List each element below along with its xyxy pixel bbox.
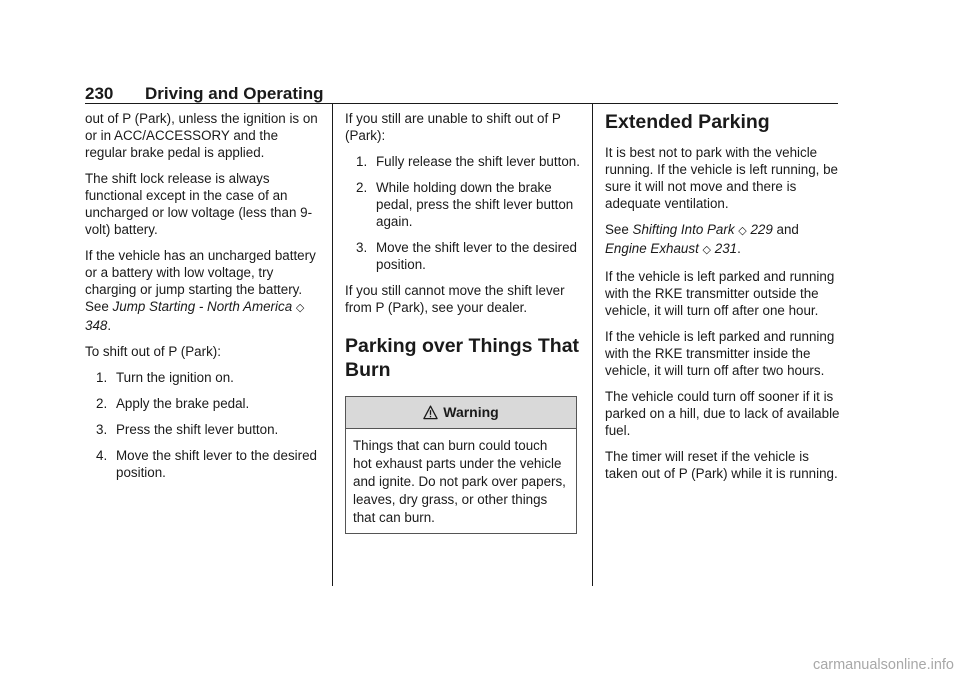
paragraph: It is best not to park with the vehicle running. If the vehicle is left running, be sure it will not move and there is adequate ventilation. bbox=[605, 145, 838, 211]
step-text: Move the shift lever to the desired position. bbox=[116, 448, 317, 480]
column-1 bbox=[85, 110, 323, 490]
list-item bbox=[345, 179, 580, 230]
paragraph: The shift lock release is always functional except in the case of an uncharged or low voltage (less than 9-volt) battery. bbox=[85, 171, 313, 237]
paragraph: out of P (Park), unless the ignition is on or in ACC/ACCESSORY and the regular brake pedal is applied. bbox=[85, 111, 318, 160]
page-number: 230 bbox=[85, 84, 114, 103]
paragraph: If the vehicle is left parked and running with the RKE transmitter outside the vehicle, it will turn off after one hour. bbox=[605, 269, 835, 318]
text: and bbox=[772, 222, 799, 237]
page-ref-arrow-icon: ◇ bbox=[295, 302, 305, 314]
paragraph: If you still cannot move the shift lever from P (Park), see your dealer. bbox=[345, 283, 565, 315]
text: . bbox=[737, 241, 741, 256]
text: If the vehicle has an uncharged battery or a battery with low voltage, try charging or jump starting the battery. See bbox=[85, 248, 316, 314]
section-heading: Extended Parking bbox=[605, 111, 770, 133]
list-item bbox=[85, 395, 323, 412]
step-text: Move the shift lever to the desired position. bbox=[376, 240, 577, 272]
xref-link-jump-starting[interactable] bbox=[85, 299, 304, 333]
step-number: 4. bbox=[96, 448, 108, 463]
text: See bbox=[605, 222, 633, 237]
section-title: Driving and Operating bbox=[145, 84, 324, 103]
warning-box bbox=[345, 396, 577, 534]
list-item bbox=[85, 369, 323, 386]
section-heading: Parking over Things That Burn bbox=[345, 335, 580, 381]
paragraph: If the vehicle is left parked and running with the RKE transmitter inside the vehicle, it will turn off after two hours. bbox=[605, 329, 835, 378]
xref-page[interactable]: 348 bbox=[85, 318, 108, 333]
page-header bbox=[85, 84, 838, 104]
paragraph bbox=[605, 221, 840, 259]
step-text: Turn the ignition on. bbox=[116, 370, 234, 385]
header-rule bbox=[85, 103, 838, 104]
xref-page[interactable]: 231 bbox=[714, 241, 738, 256]
xref-title[interactable]: Shifting Into Park bbox=[632, 222, 735, 237]
text: . bbox=[107, 318, 112, 333]
paragraph: To shift out of P (Park): bbox=[85, 344, 221, 359]
list-item bbox=[345, 239, 580, 273]
column-divider-2 bbox=[592, 104, 593, 586]
step-number: 3. bbox=[356, 240, 368, 255]
step-number: 2. bbox=[96, 396, 108, 411]
step-text: While holding down the brake pedal, press the shift lever button again. bbox=[376, 180, 574, 229]
xref-link-shifting-into-park[interactable] bbox=[633, 222, 773, 237]
paragraph: The vehicle could turn off sooner if it is parked on a hill, due to lack of available fuel. bbox=[605, 389, 840, 438]
xref-link-engine-exhaust[interactable] bbox=[605, 241, 737, 256]
xref-page[interactable]: 229 bbox=[750, 222, 773, 237]
column-divider-1 bbox=[332, 104, 333, 586]
step-list bbox=[345, 153, 580, 273]
xref-title[interactable]: Jump Starting - North America bbox=[112, 299, 293, 314]
page-ref-arrow-icon: ◇ bbox=[738, 225, 747, 237]
warning-title: Warning bbox=[443, 404, 499, 420]
step-number: 1. bbox=[356, 154, 368, 169]
step-text: Apply the brake pedal. bbox=[116, 396, 250, 411]
paragraph: The timer will reset if the vehicle is taken out of P (Park) while it is running. bbox=[605, 449, 838, 481]
column-2 bbox=[345, 110, 580, 534]
xref-title[interactable]: Engine Exhaust bbox=[605, 241, 699, 256]
warning-icon bbox=[423, 405, 438, 420]
warning-header bbox=[346, 397, 576, 429]
step-number: 1. bbox=[96, 370, 108, 385]
column-3 bbox=[605, 110, 840, 491]
list-item bbox=[345, 153, 580, 170]
paragraph: If you still are unable to shift out of P (Park): bbox=[345, 111, 561, 143]
step-text: Fully release the shift lever button. bbox=[376, 154, 580, 169]
paragraph bbox=[85, 247, 323, 334]
list-item bbox=[85, 447, 323, 481]
page-ref-arrow-icon: ◇ bbox=[702, 244, 712, 256]
step-list bbox=[85, 369, 323, 481]
watermark: carmanualsonline.info bbox=[812, 657, 954, 673]
warning-body: Things that can burn could touch hot exhaust parts under the vehicle and ignite. Do not park over papers, leaves, dry grass, or other things that can burn. bbox=[353, 438, 566, 525]
list-item bbox=[85, 421, 323, 438]
step-text: Press the shift lever button. bbox=[116, 422, 279, 437]
step-number: 3. bbox=[96, 422, 108, 437]
step-number: 2. bbox=[356, 180, 368, 195]
